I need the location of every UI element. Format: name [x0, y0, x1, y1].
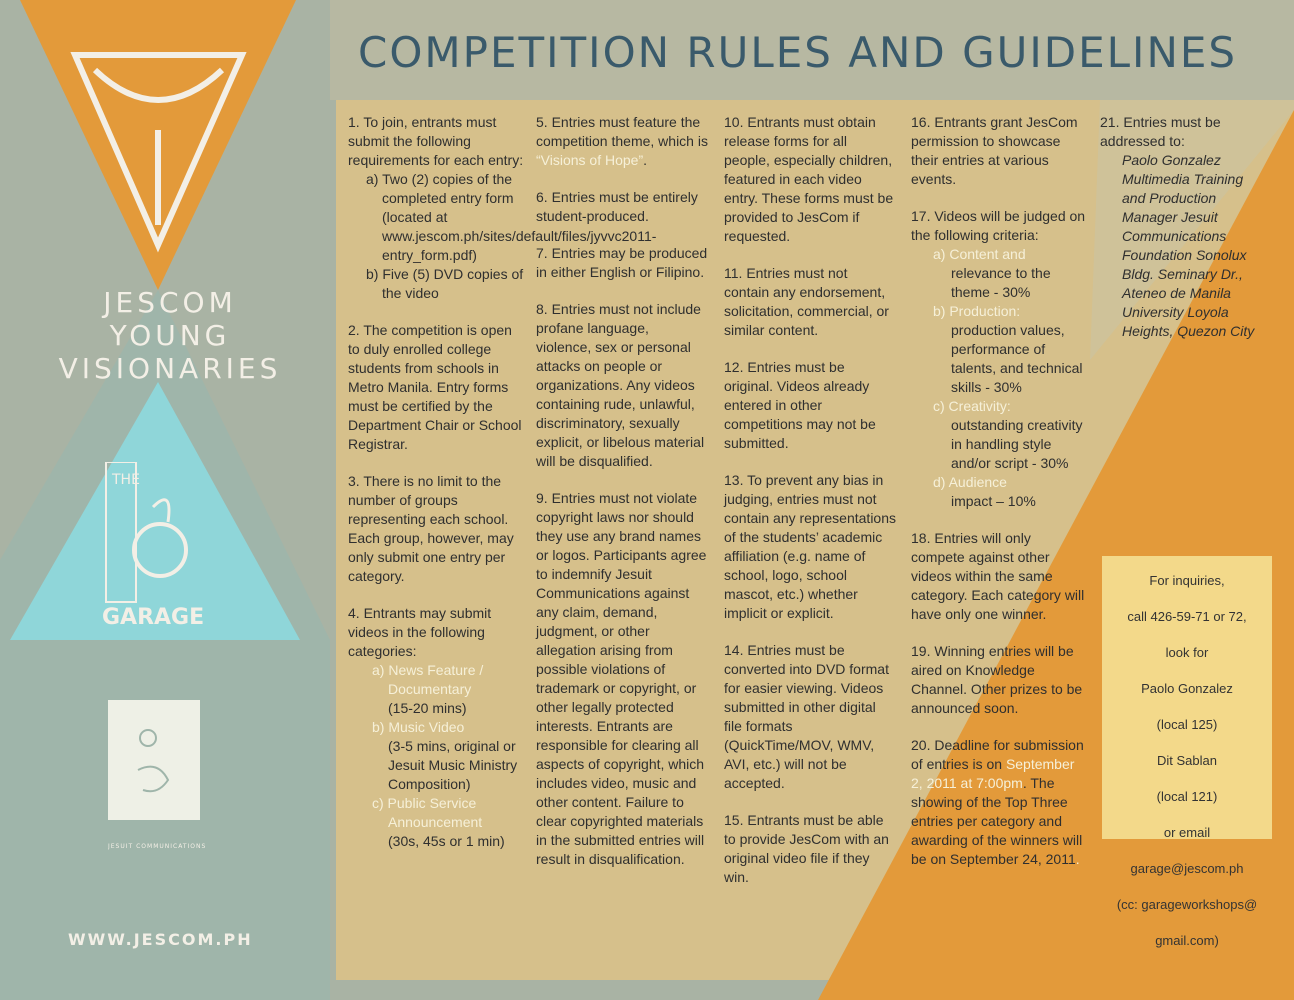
- contact-name: Dit Sablan: [1157, 753, 1217, 768]
- rule-8: 8. Entries must not include profane language, violence, sex or personal attacks on people or organizations. Any videos containing rude, unlawful, discriminatory, sexually explicit, or libelous material will be disqualified.: [536, 301, 705, 469]
- contact-local: (local 125): [1156, 717, 1218, 732]
- inquiry-line: call 426-59-71 or 72,: [1127, 609, 1247, 624]
- rule-14: 14. Entries must be converted into DVD format for easier viewing. Videos submitted in other digital file formats (QuickTime/MOV, WMV, AVI, etc.) will not be accepted.: [724, 642, 889, 791]
- rule-1a: a) Two (2) copies of the completed entry form (located at www.jescom.ph/sites/default/files/jyvvc2011-entry_form.pdf): [366, 171, 657, 263]
- rules-column-3: [724, 113, 896, 905]
- criterion-b-detail: production values, performance of talents, and technical skills - 30%: [951, 322, 1083, 395]
- rule-19: 19. Winning entries will be aired on Knowledge Channel. Other prizes to be announced soon.: [911, 643, 1083, 716]
- rule-4b: b) Music Video: [372, 719, 465, 735]
- inquiry-box: [1102, 556, 1272, 948]
- rule-9: 9. Entries must not violate copyright laws nor should they use any brand names or logos. Participants agree to indemnify Jesuit Communications against any claim, demand, judgment, or other allegation arising from possible violations of trademark or copyright, or other legally protected interests. Entrants are responsible for clearing all aspects of copyright, which includes video, music and other content. Failure to clear copyrighted materials in the submitted entries will result in disqualification.: [536, 490, 707, 867]
- rule-6: 6. Entries must be entirely student-produced.: [536, 189, 698, 224]
- jesuit-communications-logo: [108, 700, 208, 858]
- rule-5-text: 5. Entries must feature the competition theme, which is: [536, 114, 708, 149]
- criterion-a: a) Content and: [933, 246, 1026, 262]
- criterion-d: d) Audience: [933, 474, 1007, 490]
- criterion-b: b) Production:: [933, 303, 1021, 319]
- criterion-c-detail: outstanding creativity in handling style and/or script - 30%: [951, 417, 1083, 471]
- deadline-highlight: September 2, 2011 at 7:00pm: [911, 756, 1075, 791]
- rule-7: 7. Entries may be produced in either English or Filipino.: [536, 245, 708, 280]
- garage-vertical-text: THE: [112, 472, 140, 488]
- criterion-c: c) Creativity:: [933, 398, 1011, 414]
- brand-line: YOUNG: [109, 319, 231, 352]
- rule-4: 4. Entrants may submit videos in the following categories:: [348, 605, 492, 659]
- rule-2: 2. The competition is open to duly enrolled college students from schools in Metro Manila. Entry forms must be certified by the Department Chair or School Registrar.: [348, 322, 522, 452]
- rule-4c: c) Public Service Announcement: [372, 795, 483, 830]
- the-garage-logo: [98, 462, 213, 632]
- email-label: or email: [1163, 825, 1211, 840]
- page-title: COMPETITION RULES AND GUIDELINES: [358, 28, 1238, 77]
- inquiry-line: look for: [1165, 645, 1209, 660]
- inquiry-line: For inquiries,: [1149, 573, 1225, 588]
- rule-16: 16. Entrants grant JesCom permission to showcase their entries at various events.: [911, 114, 1078, 187]
- rule-1: 1. To join, entrants must submit the following requirements for each entry:: [348, 114, 524, 168]
- rule-20-rest: . The showing of the Top Three entries per category and awarding of the winners will be on September 24, 2011: [911, 775, 1083, 867]
- rule-5-end: .: [643, 152, 648, 168]
- criterion-a-detail: relevance to the theme - 30%: [951, 265, 1051, 300]
- rule-20-end: .: [1075, 851, 1080, 867]
- brand-name: [40, 286, 300, 385]
- contact-local: (local 121): [1156, 789, 1218, 804]
- garage-word: GARAGE: [102, 605, 205, 630]
- rules-column-4: [911, 113, 1087, 887]
- rules-column-2: [536, 113, 708, 887]
- rule-20: [911, 736, 1087, 869]
- theme-highlight: “Visions of Hope”: [536, 152, 644, 168]
- rule-13: 13. To prevent any bias in judging, entries must not contain any representations of the students’ academic affiliation (e.g. name of school, logo, school mascot, etc.) whether implicit or explicit.: [724, 472, 896, 621]
- rule-3: 3. There is no limit to the number of groups representing each school. Each group, however, may only submit one entry per category.: [348, 473, 514, 584]
- contact-name: Paolo Gonzalez: [1141, 681, 1233, 696]
- rule-12: 12. Entries must be original. Videos already entered in other competitions may not be submitted.: [724, 359, 876, 451]
- rule-18: 18. Entries will only compete against other videos within the same category. Each category will have only one winner.: [911, 530, 1085, 622]
- rule-4a: a) News Feature / Documentary: [372, 662, 484, 697]
- brand-line: JESCOM: [103, 286, 237, 319]
- rule-5: [536, 113, 708, 170]
- rule-1b: b) Five (5) DVD copies of the video: [366, 266, 524, 301]
- rule-4b-detail: (3-5 mins, original or Jesuit Music Ministry Composition): [388, 738, 518, 792]
- rule-20-text: 20. Deadline for submission of entries is on: [911, 737, 1084, 772]
- mailing-address: Paolo Gonzalez Multimedia Training and Production Manager Jesuit Communications Foundation Sonolux Bldg. Seminary Dr., Ateneo de Manila University Loyola Heights, Quezon City: [1122, 152, 1255, 339]
- rule-21: 21. Entries must be addressed to:: [1100, 114, 1221, 149]
- rule-4a-detail: (15-20 mins): [388, 700, 467, 716]
- rule-4c-detail: (30s, 45s or 1 min): [388, 833, 505, 849]
- email-link[interactable]: garage@jescom.ph: [1130, 861, 1244, 876]
- rule-10: 10. Entrants must obtain release forms for all people, especially children, featured in each video entry. These forms must be provided to JesCom if requested.: [724, 114, 894, 244]
- rule-17: 17. Videos will be judged on the following criteria:: [911, 208, 1086, 243]
- brand-line: VISIONARIES: [58, 352, 282, 385]
- rule-15: 15. Entrants must be able to provide JesCom with an original video file if they win.: [724, 812, 889, 885]
- criterion-d-detail: impact – 10%: [951, 493, 1036, 509]
- jesuit-text: JESUIT COMMUNICATIONS: [108, 843, 207, 850]
- rules-column-5: [1100, 113, 1270, 359]
- rule-11: 11. Entries must not contain any endorsement, solicitation, commercial, or similar content.: [724, 265, 889, 338]
- cc-email-domain[interactable]: gmail.com): [1155, 933, 1219, 948]
- website-url[interactable]: WWW.JESCOM.PH: [68, 930, 253, 949]
- cc-email[interactable]: (cc: garageworkshops@: [1116, 897, 1258, 912]
